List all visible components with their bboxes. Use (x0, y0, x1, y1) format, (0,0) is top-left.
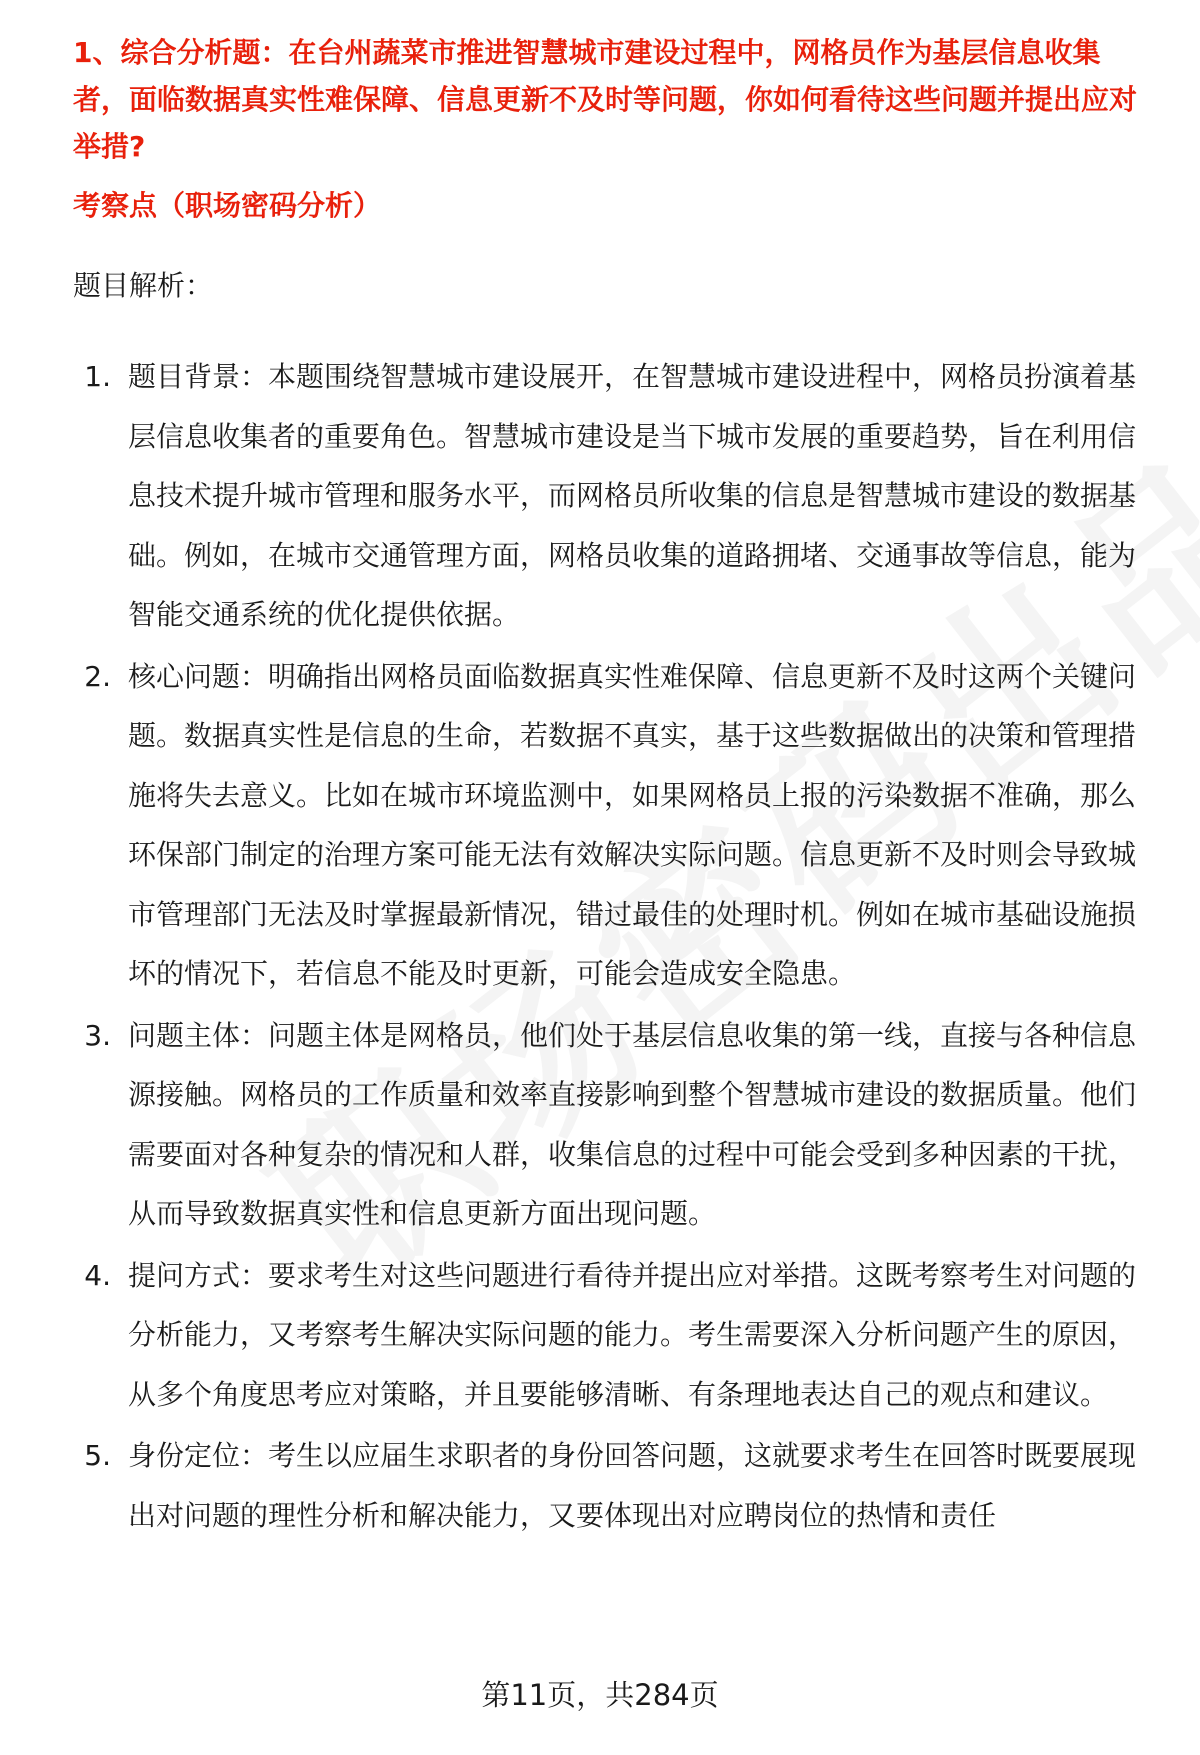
item-number: 3. (84, 1018, 111, 1052)
item-text: 提问方式：要求考生对这些问题进行看待并提出应对举措。这既考察考生对问题的分析能力，又考察考生解决实际问题的能力。考生需要深入分析问题产生的原因，从多个角度思考应对策略，并且要能够清晰、有条理地表达自己的观点和建议。 (128, 1258, 1137, 1411)
section-heading: 考察点（职场密码分析） (73, 189, 382, 222)
analysis-list (73, 347, 1143, 1547)
list-item (73, 1426, 1143, 1545)
item-number: 5. (84, 1439, 111, 1472)
page-number: 第11页，共284页 (481, 1678, 719, 1712)
item-text: 题目背景：本题围绕智慧城市建设展开，在智慧城市建设进程中，网格员扮演着基层信息收集者的重要角色。智慧城市建设是当下城市发展的重要趋势，旨在利用信息技术提升城市管理和服务水平，而网格员所收集的信息是智慧城市建设的数据基础。例如，在城市交通管理方面，网格员收集的道路拥堵、交通事故等信息，能为智能交通系统的优化提供依据。 (128, 360, 1137, 631)
item-text: 核心问题：明确指出网格员面临数据真实性难保障、信息更新不及时这两个关键问题。数据真实性是信息的生命，若数据不真实，基于这些数据做出的决策和管理措施将失去意义。比如在城市环境监测中，如果网格员上报的污染数据不准确，那么环保部门制定的治理方案可能无法有效解决实际问题。信息更新不及时则会导致城市管理部门无法及时掌握最新情况，错过最佳的处理时机。例如在城市基础设施损坏的情况下，若信息不能及时更新，可能会造成安全隐患。 (128, 659, 1137, 990)
list-item (73, 1006, 1143, 1244)
question-title: 1、综合分析题：在台州蔬菜市推进智慧城市建设过程中，网格员作为基层信息收集者，面临数据真实性难保障、信息更新不及时等问题，你如何看待这些问题并提出应对举措? (73, 36, 1138, 163)
list-item (73, 647, 1143, 1004)
item-text: 身份定位：考生以应届生求职者的身份回答问题，这就要求考生在回答时既要展现出对问题的理性分析和解决能力，又要体现出对应聘岗位的热情和责任 (128, 1439, 1137, 1532)
item-number: 4. (84, 1258, 111, 1292)
item-number: 2. (84, 659, 111, 693)
list-item (73, 1246, 1143, 1425)
analysis-label: 题目解析： (73, 269, 214, 302)
item-text: 问题主体：问题主体是网格员，他们处于基层信息收集的第一线，直接与各种信息源接触。网格员的工作质量和效率直接影响到整个智慧城市建设的数据质量。他们需要面对各种复杂的情况和人群，收集信息的过程中可能会受到多种因素的干扰，从而导致数据真实性和信息更新方面出现问题。 (128, 1018, 1137, 1230)
item-number: 1. (84, 360, 111, 393)
list-item (73, 347, 1143, 645)
